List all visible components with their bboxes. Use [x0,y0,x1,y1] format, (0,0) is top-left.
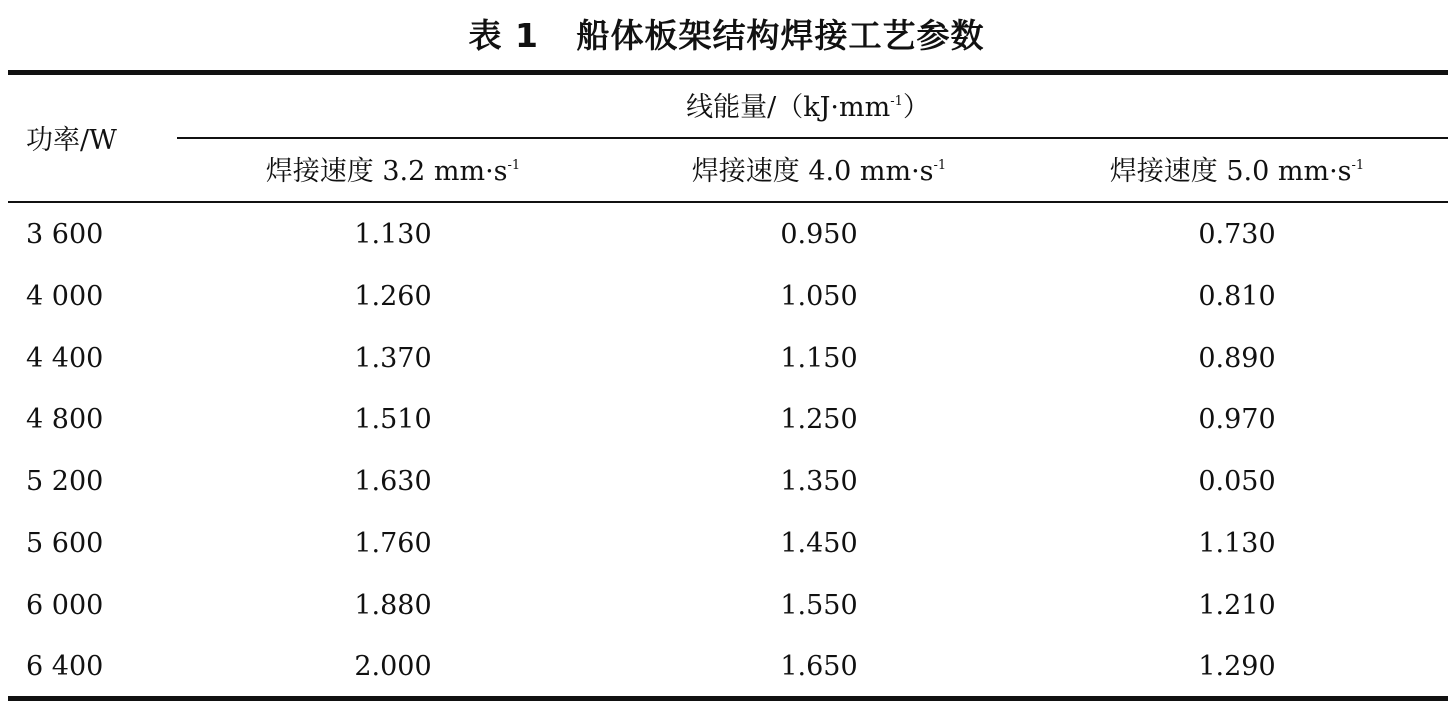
power-cell: 3 600 [26,219,104,250]
value-cell-speed-4-0: 0.950 [780,219,858,250]
column-header-superscript: -1 [507,158,521,173]
value-cell-speed-4-0: 1.450 [780,528,858,559]
value-cell-speed-4-0: 1.650 [780,651,858,682]
value-cell-speed-4-0: 1.050 [780,281,858,312]
value-cell-speed-3-2: 1.370 [354,343,432,374]
column-header-label: 焊接速度 4.0 mm·s [691,156,934,187]
value-cell-speed-5-0: 0.810 [1198,281,1276,312]
column-group-header-line-energy [686,91,930,125]
value-cell-speed-5-0: 0.730 [1198,219,1276,250]
column-header-label: 焊接速度 3.2 mm·s [265,156,508,187]
value-cell-speed-5-0: 0.970 [1198,404,1276,435]
column-header-speed-5-0 [1110,155,1364,189]
table-bottom-rule [8,696,1448,701]
column-header-power: 功率/W [26,125,117,156]
value-cell-speed-3-2: 1.130 [354,219,432,250]
value-cell-speed-3-2: 2.000 [354,651,432,682]
column-header-speed-4-0 [692,155,946,189]
group-header-superscript: -1 [890,94,903,109]
power-cell: 5 200 [26,466,104,497]
value-cell-speed-5-0: 0.050 [1198,466,1276,497]
power-cell: 6 400 [26,651,104,682]
table-top-rule [8,70,1448,75]
value-cell-speed-5-0: 1.290 [1198,651,1276,682]
value-cell-speed-5-0: 1.130 [1198,528,1276,559]
value-cell-speed-5-0: 0.890 [1198,343,1276,374]
header-group-rule [177,137,1448,139]
power-cell: 4 800 [26,404,104,435]
value-cell-speed-3-2: 1.760 [354,528,432,559]
value-cell-speed-3-2: 1.510 [354,404,432,435]
column-header-label: 焊接速度 5.0 mm·s [1109,156,1352,187]
value-cell-speed-5-0: 1.210 [1198,590,1276,621]
power-cell: 5 600 [26,528,104,559]
table-title: 表 1 船体板架结构焊接工艺参数 [468,16,985,55]
header-bottom-rule [8,201,1448,203]
power-cell: 4 000 [26,281,104,312]
value-cell-speed-3-2: 1.630 [354,466,432,497]
value-cell-speed-4-0: 1.250 [780,404,858,435]
group-header-text: 线能量/（kJ·mm [686,92,891,123]
value-cell-speed-3-2: 1.880 [354,590,432,621]
value-cell-speed-4-0: 1.550 [780,590,858,621]
value-cell-speed-4-0: 1.350 [780,466,858,497]
power-cell: 4 400 [26,343,104,374]
group-header-close: ） [902,92,930,123]
column-header-superscript: -1 [933,158,947,173]
power-cell: 6 000 [26,590,104,621]
column-header-superscript: -1 [1351,158,1365,173]
column-header-speed-3-2 [266,155,520,189]
value-cell-speed-4-0: 1.150 [780,343,858,374]
value-cell-speed-3-2: 1.260 [354,281,432,312]
